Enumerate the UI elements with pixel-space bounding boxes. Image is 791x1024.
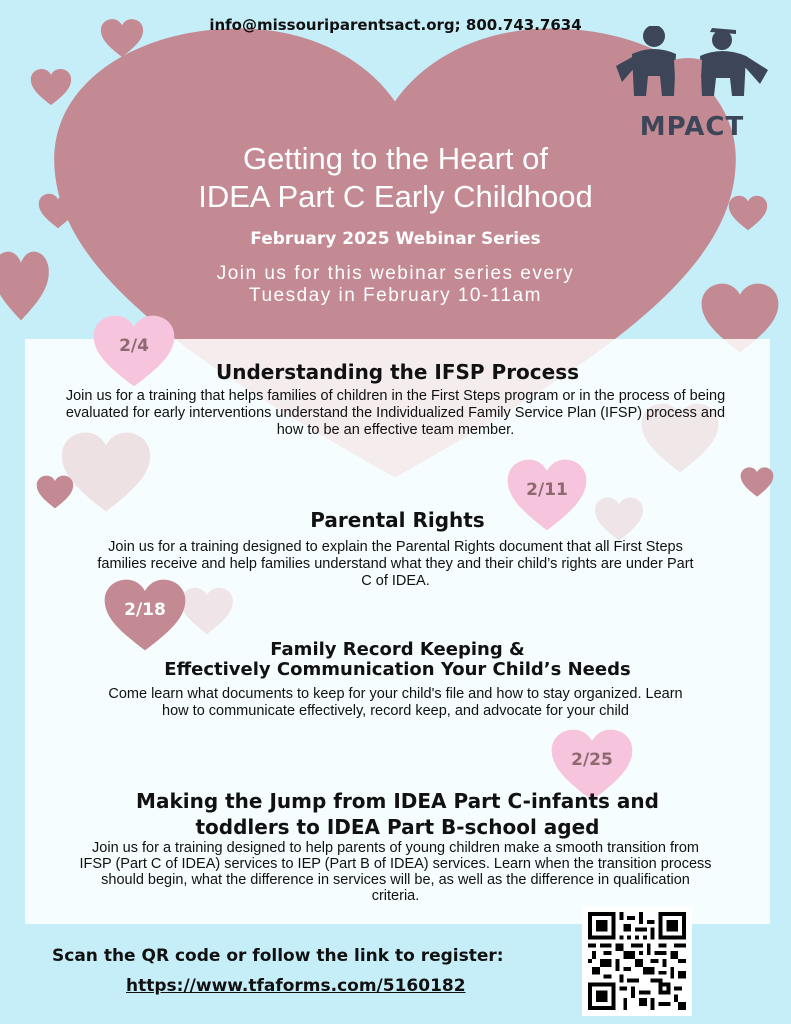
title-line: Getting to the Heart of [242,141,548,176]
session-title [25,640,770,680]
session-title: Parental Rights [310,508,485,532]
family-figures-icon [612,26,772,116]
title-line: Making the Jump from IDEA Part C-infants and [136,789,659,813]
session-title: Understanding the IFSP Process [215,360,580,384]
contact-info: info@missouriparentsact.org; 800.743.7634 [209,16,582,34]
decorative-heart [740,466,774,498]
title-line: toddlers to IDEA Part B-school aged [195,815,600,839]
date-label: 2/18 [124,600,166,620]
session-description: Come learn what documents to keep for your child's file and how to stay organized. Learn how to communicate effectively, record keep, and advocate for your child [108,686,683,719]
intro-line: Join us for this webinar series every [216,263,575,284]
date-label: 2/11 [526,480,568,500]
decorative-heart [36,474,74,510]
register-link[interactable]: https://www.tfaforms.com/5160182 [126,976,466,996]
logo-text: MPACT [639,112,745,142]
intro-text [0,263,791,307]
session-description: Join us for a training that helps families of children in the First Steps program or in the process of being evaluated for early interventions understand the Individualized Family Service Plan (IFSP) process and how to be an effective team member. [65,388,726,438]
register-instructions: Scan the QR code or follow the link to register: [52,946,504,966]
decorative-heart [180,586,234,636]
session-title [25,788,770,840]
qr-code-icon [588,912,686,1010]
qr-code[interactable] [582,906,692,1016]
date-label: 2/4 [119,336,149,356]
date-label: 2/25 [571,750,613,770]
page-title [0,140,791,216]
title-line: Effectively Communication Your Child’s Needs [164,659,631,680]
intro-line: Tuesday in February 10-11am [249,285,542,306]
page-subtitle: February 2025 Webinar Series [250,229,541,249]
title-line: Family Record Keeping & [270,639,525,660]
title-line: IDEA Part C Early Childhood [198,179,593,214]
session-description: Join us for a training designed to help parents of young children make a smooth transition from IFSP (Part C of IDEA) services to IEP (Part B of IDEA) services. Learn when the transition process should begin, what the difference in services will be, as well as the difference in qualification criteria. [79,840,712,904]
mpact-logo [612,26,772,146]
session-description: Join us for a training designed to explain the Parental Rights document that all First Steps families receive and help families understand what they and their child’s rights are under Part C of IDEA. [97,539,694,589]
